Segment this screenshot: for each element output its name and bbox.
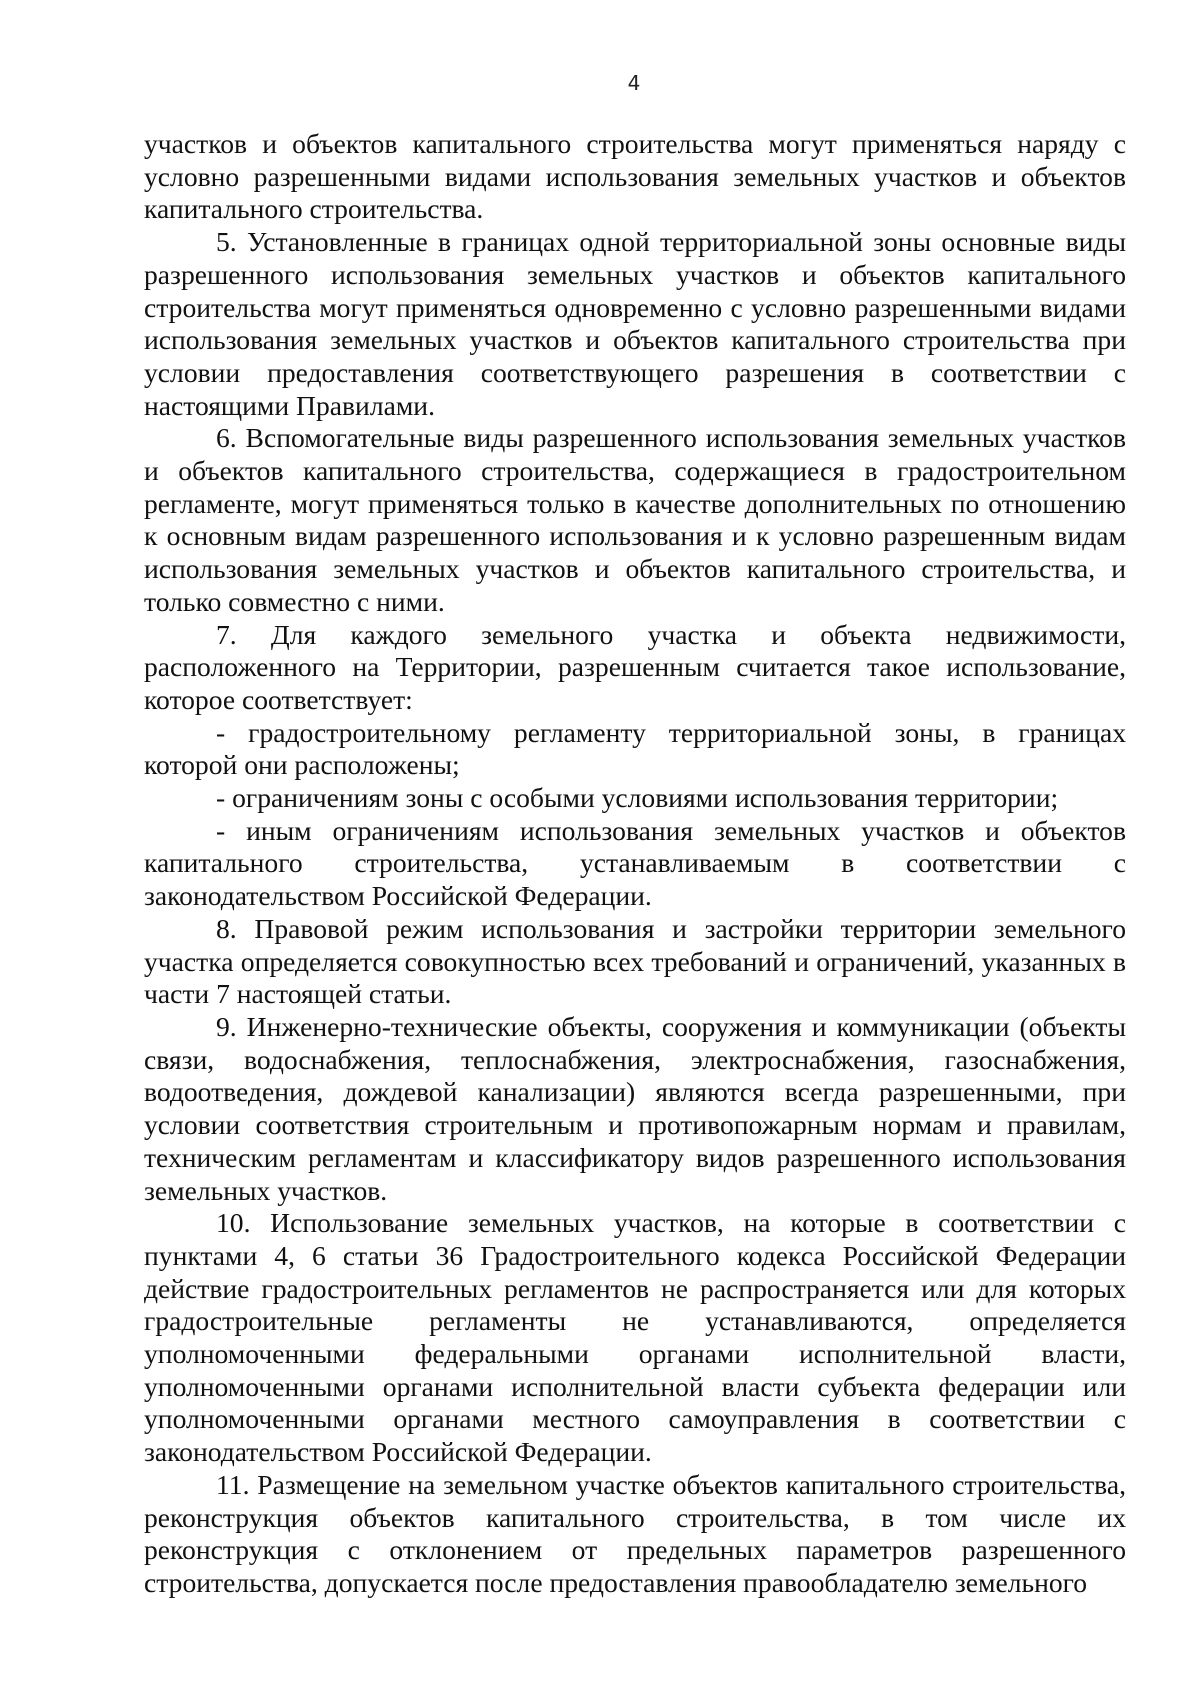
list-item-regulation: - градостроительному регламенту территориальной зоны, в границах которой они расположены;: [144, 716, 1126, 781]
paragraph-item-7: 7. Для каждого земельного участка и объекта недвижимости, расположенного на Территории, разрешенным считается такое использование, которое соответствует:: [144, 618, 1126, 715]
paragraph-continuation: участков и объектов капитального строительства могут применяться наряду с условно разрешенными видами использования земельных участков и объектов капитального строительства.: [144, 128, 1126, 225]
list-item-zone-restrictions: - ограничениям зоны с особыми условиями использования территории;: [216, 782, 1059, 814]
paragraph-item-10: 10. Использование земельных участков, на которые в соответствии с пунктами 4, 6 статьи 36 Градостроительного кодекса Российской Федерации действие градостроительных регламентов не распространяется или для которых градостроительные регламенты не устанавливаются, определяется уполномоченными федеральными органами исполнительной власти, уполномоченными органами исполнительной власти субъекта федерации или уполномоченными органами местного самоуправления в соответствии с законодательством Российской Федерации.: [144, 1207, 1126, 1468]
paragraph-item-8: 8. Правовой режим использования и застройки территории земельного участка определяется совокупностью всех требований и ограничений, указанных в части 7 настоящей статьи.: [144, 912, 1126, 1010]
paragraph-item-9: 9. Инженерно-технические объекты, сооружения и коммуникации (объекты связи, водоснабжения, теплоснабжения, электроснабжения, газоснабжения, водоотведения, дождевой канализации) являются всегда разрешенными, при условии соответствия строительным и противопожарным нормам и правилам, техническим регламентам и классификатору видов разрешенного использования земельных участков.: [144, 1010, 1126, 1206]
paragraph-item-6: 6. Вспомогательные виды разрешенного использования земельных участков и объектов капитального строительства, содержащиеся в градостроительном регламенте, могут применяться только в качестве дополнительных по отношению к основным видам разрешенного использования и к условно разрешенным видам использования земельных участков и объектов капитального строительства, и только совместно с ними.: [144, 422, 1126, 617]
document-body: [144, 128, 1126, 1600]
page-number: 4: [627, 71, 641, 95]
paragraph-item-5: 5. Установленные в границах одной территориальной зоны основные виды разрешенного использования земельных участков и объектов капитального строительства могут применяться одновременно с условно разрешенными видами использования земельных участков и объектов капитального строительства при условии предоставления соответствующего разрешения в соответствии с настоящими Правилами.: [144, 226, 1126, 421]
list-item-other-restrictions: - иным ограничениям использования земельных участков и объектов капитального строительства, устанавливаемым в соответствии с законодательством Российской Федерации.: [144, 814, 1126, 912]
paragraph-item-11: 11. Размещение на земельном участке объектов капитального строительства, реконструкция объектов капитального строительства, в том числе их реконструкция с отклонением от предельных параметров разрешенного строительства, допускается после предоставления правообладателю земельного: [144, 1468, 1126, 1598]
